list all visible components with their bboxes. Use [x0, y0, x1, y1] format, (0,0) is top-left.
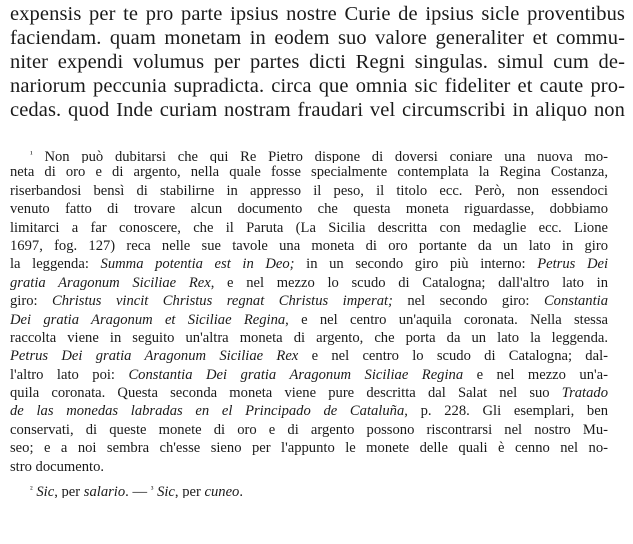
footnote-italic-text: Tratado	[561, 385, 608, 402]
footnote-italic-text: gratia Aragonum Siciliae Rex	[10, 274, 211, 291]
footnote-1-line: conservati, di queste monete di oro e di argento possono riscontrarsi nel nostro Mu-	[10, 421, 608, 438]
footnote-2-3-line	[10, 480, 608, 498]
document-page	[10, 0, 625, 122]
main-text-line: expensis per te pro parte ipsius nostre Curie de ipsius sicle proventibus	[10, 3, 625, 25]
footnote-text: giro:	[10, 293, 53, 310]
footnote-1-line	[10, 311, 608, 329]
main-text-line: faciendam. quam monetam in eodem suo valore generaliter et commu-	[10, 27, 625, 49]
footnote-text: l'altro lato poi:	[10, 366, 129, 383]
footnote-1-line: neta di oro e di argento, nella quale fosse specialmente contemplata la Regina Costanza,	[10, 164, 608, 181]
footnote-text: la leggenda:	[10, 256, 101, 273]
footnote-text: Non può dubitarsi che qui Re Pietro dispone di doversi coniare una nuova mo-	[44, 149, 608, 164]
footnote-1-line	[10, 274, 608, 292]
footnote-1-line: raccolta viene in seguito un'altra moneta di argento, che porta da un lato la leggenda.	[10, 329, 608, 346]
footnote-marker: ²	[30, 484, 33, 495]
footnote-text: .	[239, 484, 244, 499]
footnote-marker: ³	[150, 484, 154, 495]
footnote-1-line	[10, 366, 608, 384]
footnote-text: e nel mezzo un'a-	[463, 366, 608, 383]
footnote-1-line	[10, 292, 608, 310]
footnote-text: e nel centro lo scudo di Catalogna; dal-	[298, 348, 608, 365]
footnote-1-line: riserbandosi bensì di stabilirne in appresso il peso, il titolo ecc. Però, non essendoci	[10, 182, 608, 199]
footnote-text: . —	[125, 484, 151, 499]
footnote-1-line: stro documento.	[10, 458, 105, 475]
footnote-italic-text: salario	[83, 484, 126, 499]
footnote-1-line: limitarci a far conoscere, che il Paruta (La Sicilia descritta con medaglie ecc. Lione	[10, 219, 608, 236]
footnote-1-line: seo; e a noi sembra ch'esse sieno per l'appunto le monete delle quali è cenno nel no-	[10, 440, 608, 457]
footnote-1-line	[10, 384, 608, 402]
footnote-text: , per	[174, 484, 205, 499]
main-text-line: niter expendi volumus per partes dicti Regni singulas. simul cum de-	[10, 51, 625, 73]
footnote-italic-text: Christus vincit Christus regnat Christus imperat;	[52, 293, 393, 310]
main-text-line: cedas. quod Inde curiam nostram fraudari vel circumscribi in aliquo non	[10, 99, 625, 121]
footnote-text: in un secondo giro più interno:	[294, 256, 538, 273]
footnote-1-line	[10, 402, 608, 420]
footnote-text: , e nel centro un'aquila coronata. Nella stessa	[285, 311, 608, 328]
main-text-block	[10, 0, 625, 122]
footnote-italic-text: Dei gratia Aragonum et Siciliae Regina	[10, 311, 286, 328]
footnote-italic-text: Summa potentia est in Deo;	[100, 256, 295, 273]
footnote-italic-text: Sic	[36, 484, 55, 499]
footnote-text: quila coronata. Questa seconda moneta viene pure descritta dal Salat nel suo	[10, 385, 562, 402]
footnote-italic-text: Constantia	[543, 293, 608, 310]
footnote-text: nel secondo giro:	[392, 293, 544, 310]
footnote-text: , per	[54, 484, 84, 499]
footnote-1-line	[10, 255, 608, 273]
footnotes	[10, 145, 608, 498]
footnote-italic-text: Sic	[157, 484, 175, 499]
footnote-text: , p. 228. Gli esemplari, ben	[404, 403, 608, 420]
footnote-1-line: venuto fatto di trovare alcun documento che questa moneta riguardasse, dobbiamo	[10, 201, 608, 218]
footnote-1-line: 1697, fog. 127) reca nelle sue tavole una moneta di oro portante da un lato in giro	[10, 237, 608, 254]
footnote-marker: ¹	[30, 149, 33, 159]
footnote-italic-text: Constantia Dei gratia Aragonum Siciliae Regina	[128, 366, 464, 383]
footnote-italic-text: Petrus Dei	[537, 256, 608, 273]
footnote-1-line	[10, 145, 608, 163]
footnote-text: , e nel mezzo lo scudo di Catalogna; dall'altro lato in	[210, 274, 608, 291]
main-text-line: nariorum peccunia supradicta. circa que omnia sic fideliter et caute pro-	[10, 75, 625, 97]
footnote-1-line	[10, 347, 608, 365]
footnote-italic-text: cuneo	[204, 484, 240, 499]
footnote-italic-text: de las monedas labradas en el Principado de Cataluña	[10, 403, 405, 420]
footnote-italic-text: Petrus Dei gratia Aragonum Siciliae Rex	[10, 348, 299, 365]
